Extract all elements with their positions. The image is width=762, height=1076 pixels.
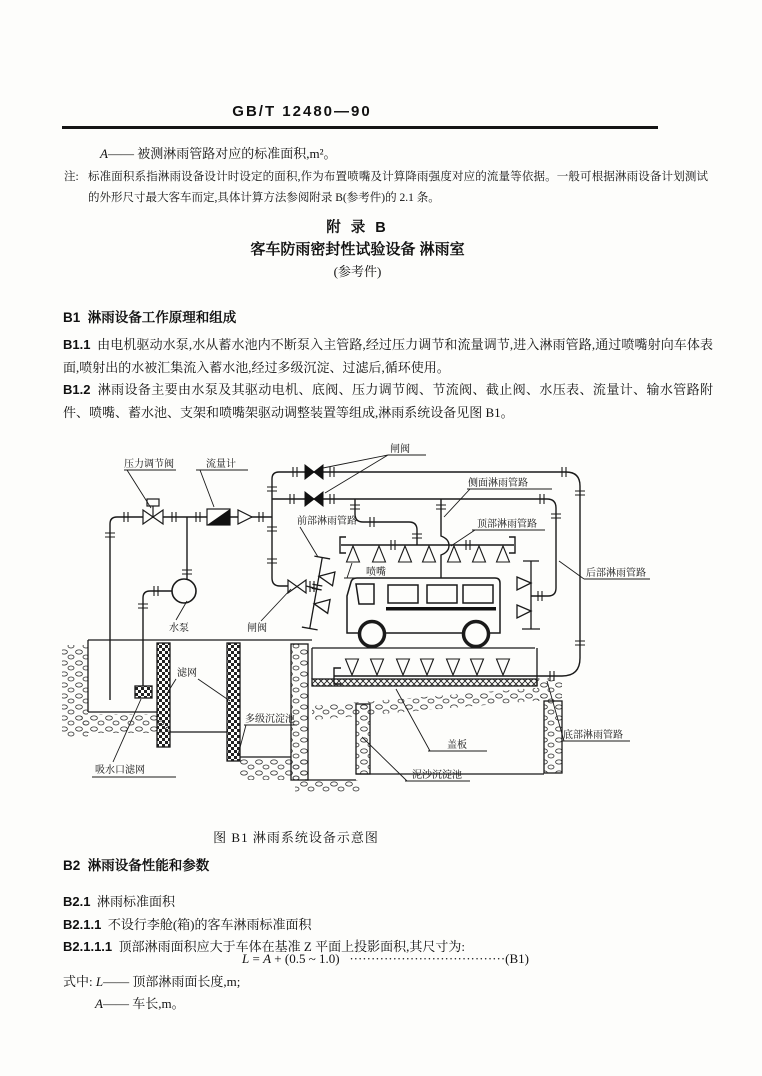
top-pipe-label: 顶部淋雨管路 [477, 519, 537, 530]
gate-valve-bottom-symbol [288, 580, 306, 593]
where-clause-l: 式中: L—— 顶部淋雨面长度,m; [63, 974, 241, 989]
silt-pit-left-wall [356, 704, 370, 774]
rear-spray-bracket [517, 561, 540, 629]
flow-meter-symbol [207, 509, 252, 525]
water-pump-label: 水泵 [169, 623, 189, 634]
bottom-pipe-label: 底部淋雨管路 [563, 730, 623, 741]
cover-plate-label: 盖板 [447, 740, 467, 751]
figure-caption: 图 B1 淋雨系统设备示意图 [213, 830, 379, 845]
appendix-ref-note: (参考件) [333, 264, 382, 279]
symbol-a-text: —— 被测淋雨管路对应的标准面积,m²。 [107, 146, 337, 161]
front-spray-bracket [302, 556, 337, 631]
section-b2-1-1-heading: B2.1.1 不设行李舱(箱)的客车淋雨标准面积 [63, 917, 312, 932]
bus-drawing [347, 578, 500, 647]
gravel-band [312, 688, 544, 720]
bus-trim-stripe [386, 607, 496, 611]
side-pipe-label: 侧面淋雨管路 [468, 478, 528, 489]
appendix-title: 附 录 B [326, 220, 389, 236]
bus-wheel [360, 622, 385, 647]
section-b2-heading: B2 淋雨设备性能和参数 [63, 858, 210, 873]
side-rain-pipe [441, 499, 449, 578]
formula-var-a: A [263, 951, 272, 966]
pressure-valve-label: 压力调节阀 [124, 459, 174, 470]
gate-valve-top-label: 闸阀 [390, 444, 410, 455]
bus-wheel [464, 622, 489, 647]
gate-valve-bottom-label: 闸阀 [247, 623, 267, 634]
section-b2-1-heading: B2.1 淋雨标准面积 [63, 894, 175, 909]
section-b1-heading: B1 淋雨设备工作原理和组成 [63, 310, 237, 325]
top-nozzles [347, 546, 510, 562]
formula-dots: ···································· [349, 951, 506, 966]
water-pump-symbol [172, 579, 196, 603]
multi-stage-pond-label: 多级沉淀池 [245, 714, 295, 725]
bottom-nozzles [346, 659, 510, 675]
bottom-loop-pipe [279, 472, 580, 676]
formula-b1: L = A + (0.5 ~ 1.0) ····································(B1) [242, 951, 530, 966]
symbol-definition-a [100, 143, 336, 162]
stone-wall [291, 644, 308, 780]
header-rule [62, 126, 658, 129]
suction-filter-box [135, 686, 152, 698]
nozzle-label: 喷嘴 [366, 567, 386, 578]
silt-pond-label: 泥沙沉淀池 [412, 770, 462, 781]
cover-plate-grate [312, 679, 537, 686]
front-pipe-label: 前部淋雨管路 [297, 516, 357, 527]
section-b2-1-1-1-heading: B2.1.1.1 顶部淋雨面积应大于车体在基准 Z 平面上投影面积,其尺寸为: [63, 939, 465, 954]
document-number: GB/T 12480—90 [232, 103, 372, 120]
formula-number: (B1) [505, 951, 530, 966]
baffle-wall-1 [157, 643, 170, 747]
gate-valve-top-symbols [305, 465, 323, 506]
formula-var-l: L [242, 951, 250, 966]
pressure-regulating-valve-symbol [143, 499, 163, 524]
figure-b1-diagram [55, 443, 760, 798]
paragraph-b1-1: B1.1 由电机驱动水泵,水从蓄水池内不断泵入主管路,经过压力调节和流量调节,进入淋雨管路,通过喷嘴射向车体表面,喷射出的水被汇集流入蓄水池,经过多级沉淀、过滤后,循环使用。 [63, 337, 713, 375]
suction-filter-label: 吸水口滤网 [95, 765, 145, 776]
appendix-subtitle: 客车防雨密封性试验设备 淋雨室 [250, 241, 465, 258]
rear-pipe-label: 后部淋雨管路 [586, 568, 646, 579]
top-feed-pipe [355, 499, 417, 545]
where-clause-a: A—— 车长,m。 [95, 996, 185, 1011]
note-paragraph [64, 167, 708, 209]
silt-pit-right-wall [544, 701, 562, 773]
filter-label: 滤网 [177, 668, 197, 679]
gravel-bottom [295, 780, 360, 792]
suction-pool [88, 640, 158, 712]
baffle-wall-2 [227, 643, 240, 761]
note-label: 注: [64, 171, 79, 183]
manifold-pipe [272, 472, 318, 589]
paragraph-b1-2: B1.2 淋雨设备主要由水泵及其驱动电机、底阀、压力调节阀、节流阀、截止阀、水压表、流量计、输水管路附件、喷嘴、蓄水池、支架和喷嘴架驱动调整装置等组成,淋雨系统设备见图 B1。 [63, 382, 713, 420]
symbol-a: A [100, 146, 108, 161]
note-text: 标准面积系指淋雨设备设计时设定的面积,作为布置喷嘴及计算降雨强度对应的流量等依据。一般可根据淋雨设备计划测试的外形尺寸最大客车而定,具体计算方法参阅附录 B(参考件)的 2.1 条。 [88, 171, 708, 204]
flow-meter-label: 流量计 [206, 459, 236, 470]
